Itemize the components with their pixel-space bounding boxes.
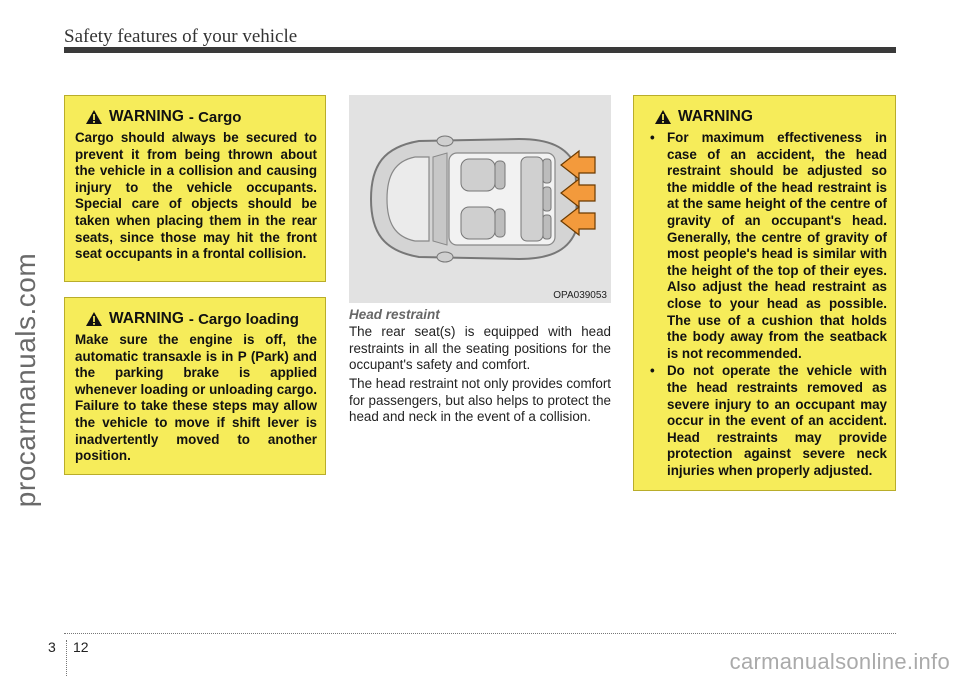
footer-divider [66, 640, 67, 676]
footer-rule [64, 633, 896, 634]
head-restraint-figure [349, 95, 611, 303]
chapter-number: 3 [48, 639, 56, 655]
warning-bullet-list [644, 130, 887, 479]
warning-subtitle: - Cargo [188, 108, 242, 126]
page-header-title: Safety features of your vehicle [64, 26, 298, 47]
warning-title: WARNING [109, 108, 184, 125]
side-watermark [4, 80, 48, 680]
section-heading-head-restraint: Head restraint [349, 307, 440, 322]
warning-triangle-icon [654, 109, 672, 125]
warning-body: Make sure the engine is off, the automatic transaxle is in P (Park) and the parking brake is applied whenever loading or unloading cargo. Failure to take these steps may allow the vehicle to move if shift lever is inadvertently moved to another position. [75, 332, 317, 464]
warning-subtitle: - Cargo loading [188, 310, 299, 328]
warning-header [654, 108, 887, 126]
list-item: • For maximum effectiveness in case of an accident, the head restraint should be adjusted so the middle of the head restraint is at the same height of the centre of gravity of an occupant's head. Generally, the centre of gravity of most people's head is similar with the height of the top of their eyes. Also adjust the head restraint as close to your head as possible. The use of a cushion that holds the body away from the seatback is not recommended. [644, 130, 887, 362]
car-top-view-illustration [349, 95, 611, 303]
figure-code: OPA039053 [553, 290, 607, 301]
header-rule [64, 47, 896, 53]
paragraph-2: The head restraint not only provides comfort for passengers, but also helps to protect the head and neck in the event of a collision. [349, 376, 611, 425]
warning-header [85, 310, 317, 328]
list-item: • Do not operate the vehicle with the head restraints removed as severe injury to an occupant may occur in the event of an accident. Head restraints may provide protection against severe neck injuries when properly adjusted. [644, 363, 887, 479]
side-watermark-text: procarmanuals.com [10, 252, 41, 508]
warning-box-head-restraint [633, 95, 896, 491]
footer-watermark: carmanualsonline.info [729, 649, 950, 674]
paragraph-1: The rear seat(s) is equipped with head restraints in all the seating positions for the occupant's safety and comfort. [349, 324, 611, 373]
warning-title: WARNING [678, 108, 753, 125]
warning-title: WARNING [109, 310, 184, 327]
warning-triangle-icon [85, 311, 103, 327]
warning-header [85, 108, 317, 126]
warning-box-cargo [64, 95, 326, 282]
warning-box-cargo-loading [64, 297, 326, 475]
page-number: 12 [73, 639, 89, 655]
warning-body: Cargo should always be secured to prevent it from being thrown about the vehicle in a collision and causing injury to the vehicle occupants. Special care of objects should be taken when placing them in the rear seats, since those may hit the front seat occupants in a frontal collision. [75, 130, 317, 262]
warning-triangle-icon [85, 109, 103, 125]
